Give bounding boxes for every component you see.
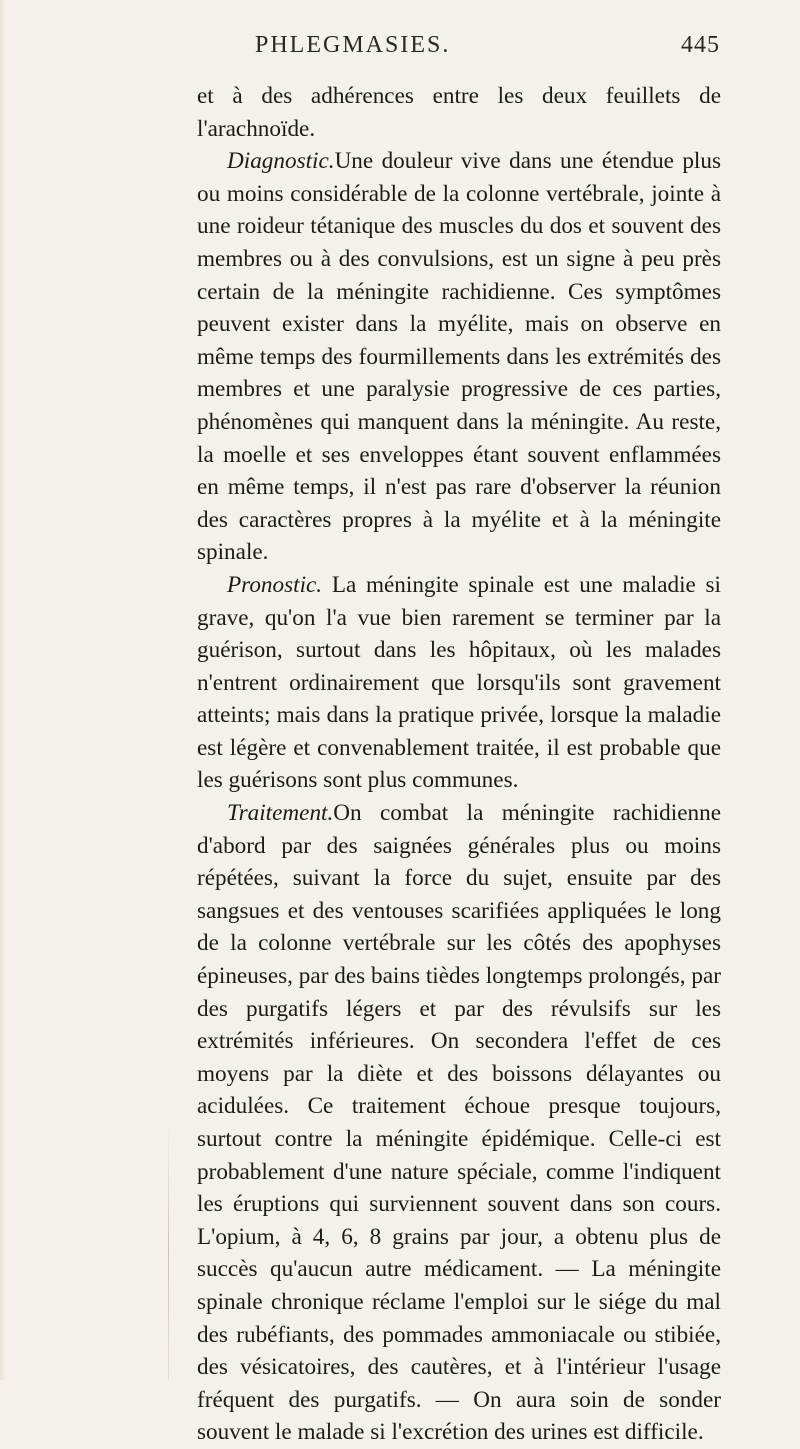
page-edge-shadow bbox=[0, 0, 6, 1380]
body-text bbox=[197, 80, 721, 1449]
continuation-paragraph: et à des adhérences entre les deux feuillets de l'arachnoïde. bbox=[197, 83, 721, 142]
running-head-title: PHLEGMASIES. bbox=[255, 32, 451, 58]
traitement-label: Traitement. bbox=[227, 800, 334, 827]
running-head bbox=[200, 32, 720, 72]
diagnostic-paragraph bbox=[197, 145, 721, 569]
margin-stain bbox=[168, 1120, 169, 1380]
diagnostic-label: Diagnostic. bbox=[227, 148, 335, 175]
pronostic-text: La méningite spinale est une maladie si grave, qu'on l'a vue bien rarement se terminer par la guérison, surtout dans les hôpitaux, où les malades n'entrent ordinairement que lorsqu'ils sont gravement atteints; mais dans la pratique privée, lorsque la maladie est légère et convenablement traitée, il est probable que les guérisons sont plus communes. bbox=[197, 571, 721, 794]
diagnostic-text: Une douleur vive dans une étendue plus ou moins considérable de la colonne vertébrale, jointe à une roideur tétanique des muscles du dos et souvent des membres ou à des convulsions, est un signe à peu près certain de la méningite rachidienne. Ces symptômes peuvent exister dans la myélite, mais on observe en même temps des fourmillements dans les extrémités des membres et une paralysie progressive de ces parties, phénomènes qui manquent dans la méningite. Au reste, la moelle et ses enveloppes étant souvent enflammées en même temps, il n'est pas rare d'observer la réunion des caractères propres à la myélite et à la méningite spinale. bbox=[197, 148, 721, 566]
traitement-paragraph bbox=[197, 797, 721, 1449]
pronostic-label: Pronostic. bbox=[227, 571, 323, 598]
pronostic-paragraph bbox=[197, 569, 721, 797]
page-number: 445 bbox=[681, 32, 720, 58]
traitement-text: On combat la méningite rachidienne d'abord par des saignées générales plus ou moins répétées, suivant la force du sujet, ensuite par des sangsues et des ventouses scarifiées appliquées le long de la colonne vertébrale sur les côtés des apophyses épineuses, par des bains tièdes longtemps prolongés, par des purgatifs légers et par des révulsifs sur les extrémités inférieures. On secondera l'effet de ces moyens par la diète et des boissons délayantes ou acidulées. Ce traitement échoue presque toujours, surtout contre la méningite épidémique. Celle-ci est probablement d'une nature spéciale, comme l'indiquent les éruptions qui surviennent souvent dans son cours. L'opium, à 4, 6, 8 grains par jour, a obtenu plus de succès qu'aucun autre médicament. — La méningite spinale chronique réclame l'emploi sur le siége du mal des rubéfiants, des pommades ammoniacale ou stibiée, des vésicatoires, des cautères, et à l'intérieur l'usage fréquent des purgatifs. — On aura soin de sonder souvent le malade si l'excrétion des urines est difficile. bbox=[197, 800, 721, 1446]
